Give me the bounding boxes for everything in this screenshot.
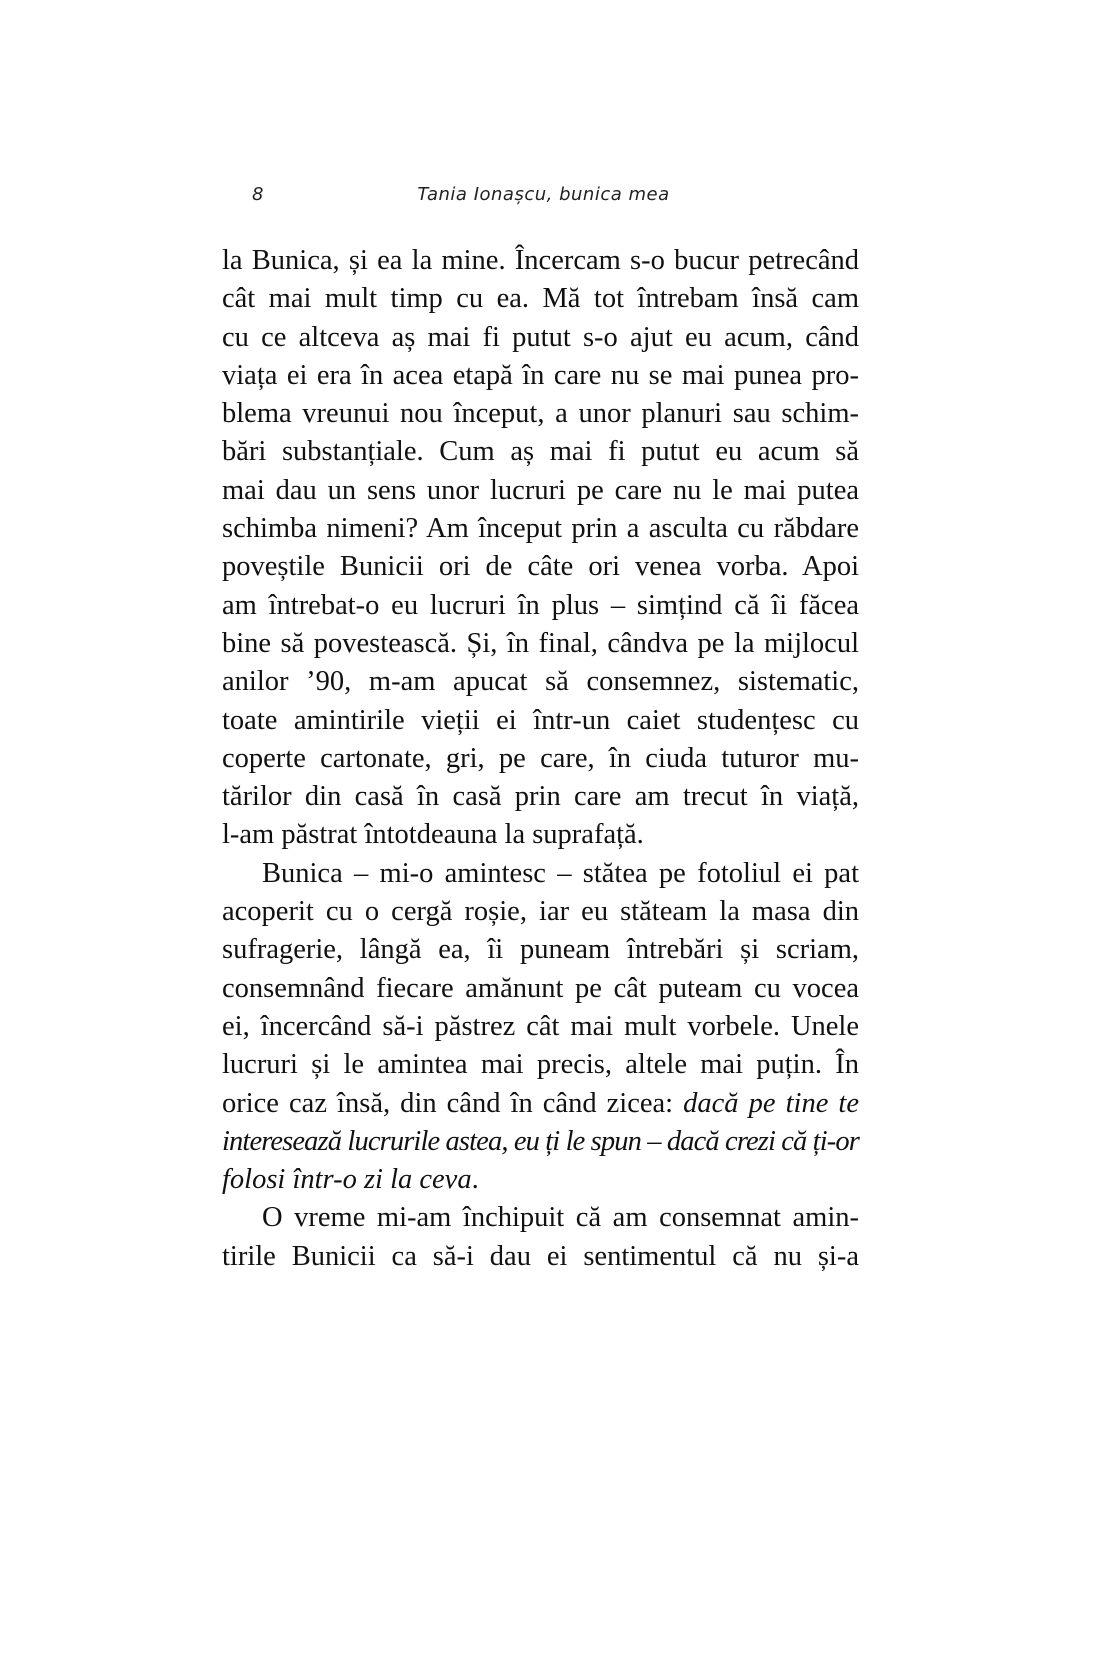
- text-span: poveștile Bunicii ori de câte ori venea vorba. Apoi: [222, 551, 859, 583]
- text-line: [222, 970, 859, 1008]
- text-span: coperte cartonate, gri, pe care, în ciuda tuturor mu-: [222, 742, 859, 774]
- text-span: tărilor din casă în casă prin care am trecut în viață,: [222, 781, 859, 813]
- text-span: bine să povestească. Și, în final, cândva pe la mijlocul: [222, 627, 859, 659]
- text-line: [222, 1085, 859, 1123]
- text-line: [222, 855, 859, 893]
- text-span: consemnând fiecare amănunt pe cât puteam cu vocea: [222, 972, 859, 1004]
- text-line: [222, 548, 859, 586]
- text-span: cu ce altceva aș mai fi putut s-o ajut eu acum, când: [222, 321, 859, 353]
- text-span: anilor ’90, m-am apucat să consemnez, sistematic,: [222, 666, 859, 698]
- text-line: [222, 357, 859, 395]
- text-line: [222, 472, 859, 510]
- text-span: tirile Bunicii ca să-i dau ei sentimentul că nu și-a: [222, 1240, 859, 1272]
- text-span: bări substanțiale. Cum aș mai fi putut eu acum să: [222, 436, 859, 468]
- text-span: sufragerie, lângă ea, îi puneam întrebări și scriam,: [222, 934, 859, 966]
- running-title: Tania Ionașcu, bunica mea: [417, 184, 670, 205]
- text-span: .: [471, 1164, 479, 1196]
- text-span: la Bunica, și ea la mine. Încercam s-o bucur petrecând: [222, 245, 859, 276]
- text-line: [222, 702, 859, 740]
- text-span: schimba nimeni? Am început prin a asculta cu răbdare: [222, 513, 859, 545]
- text-span: acoperit cu o cergă roșie, iar eu stăteam la masa din: [222, 896, 859, 928]
- text-line: [222, 1161, 859, 1199]
- text-line: [222, 1238, 859, 1276]
- quoted-speech: folosi într-o zi la ceva: [222, 1164, 472, 1196]
- text-line: [222, 1123, 859, 1161]
- text-line: [222, 587, 859, 625]
- text-span: lucruri și le amintea mai precis, altele mai puțin. În: [222, 1049, 859, 1081]
- text-line: [222, 395, 859, 433]
- text-line: [222, 740, 859, 778]
- text-span: Bunica – mi-o amintesc – stătea pe fotoliul ei pat: [262, 857, 859, 889]
- page-number: 8: [252, 184, 264, 205]
- text-line: [222, 510, 859, 548]
- text-span: O vreme mi-am închipuit că am consemnat amin-: [262, 1202, 859, 1234]
- text-line: [222, 663, 859, 701]
- text-span: orice caz însă, din când în când zicea:: [222, 1087, 684, 1119]
- quoted-speech: dacă pe tine te: [683, 1087, 859, 1119]
- text-line: [222, 778, 859, 816]
- text-span: l-am păstrat întotdeauna la suprafață.: [222, 819, 644, 851]
- text-line: [222, 1046, 859, 1084]
- quoted-speech: interesează lucrurile astea, eu ți le spun – dacă crezi că ți-or: [222, 1125, 859, 1157]
- text-span: viața ei era în acea etapă în care nu se mai punea pro-: [222, 359, 859, 391]
- text-line: [222, 893, 859, 931]
- text-line: [222, 433, 859, 471]
- text-line: [222, 1199, 859, 1237]
- body-text: [222, 242, 859, 1276]
- text-line: [222, 1008, 859, 1046]
- text-span: toate amintirile vieții ei într-un caiet studențesc cu: [222, 704, 859, 736]
- text-span: am întrebat-o eu lucruri în plus – simțind că îi făcea: [222, 589, 859, 621]
- text-line: [222, 816, 859, 854]
- text-span: mai dau un sens unor lucruri pe care nu le mai putea: [222, 474, 859, 506]
- text-span: ei, încercând să-i păstrez cât mai mult vorbele. Unele: [222, 1010, 859, 1042]
- text-line: [222, 319, 859, 357]
- text-span: cât mai mult timp cu ea. Mă tot întrebam însă cam: [222, 283, 859, 315]
- running-header: [225, 184, 862, 214]
- text-line: [222, 931, 859, 969]
- text-line: [222, 280, 859, 318]
- text-line: [222, 625, 859, 663]
- text-span: blema vreunui nou început, a unor planuri sau schim-: [222, 398, 859, 430]
- text-line: [222, 242, 859, 280]
